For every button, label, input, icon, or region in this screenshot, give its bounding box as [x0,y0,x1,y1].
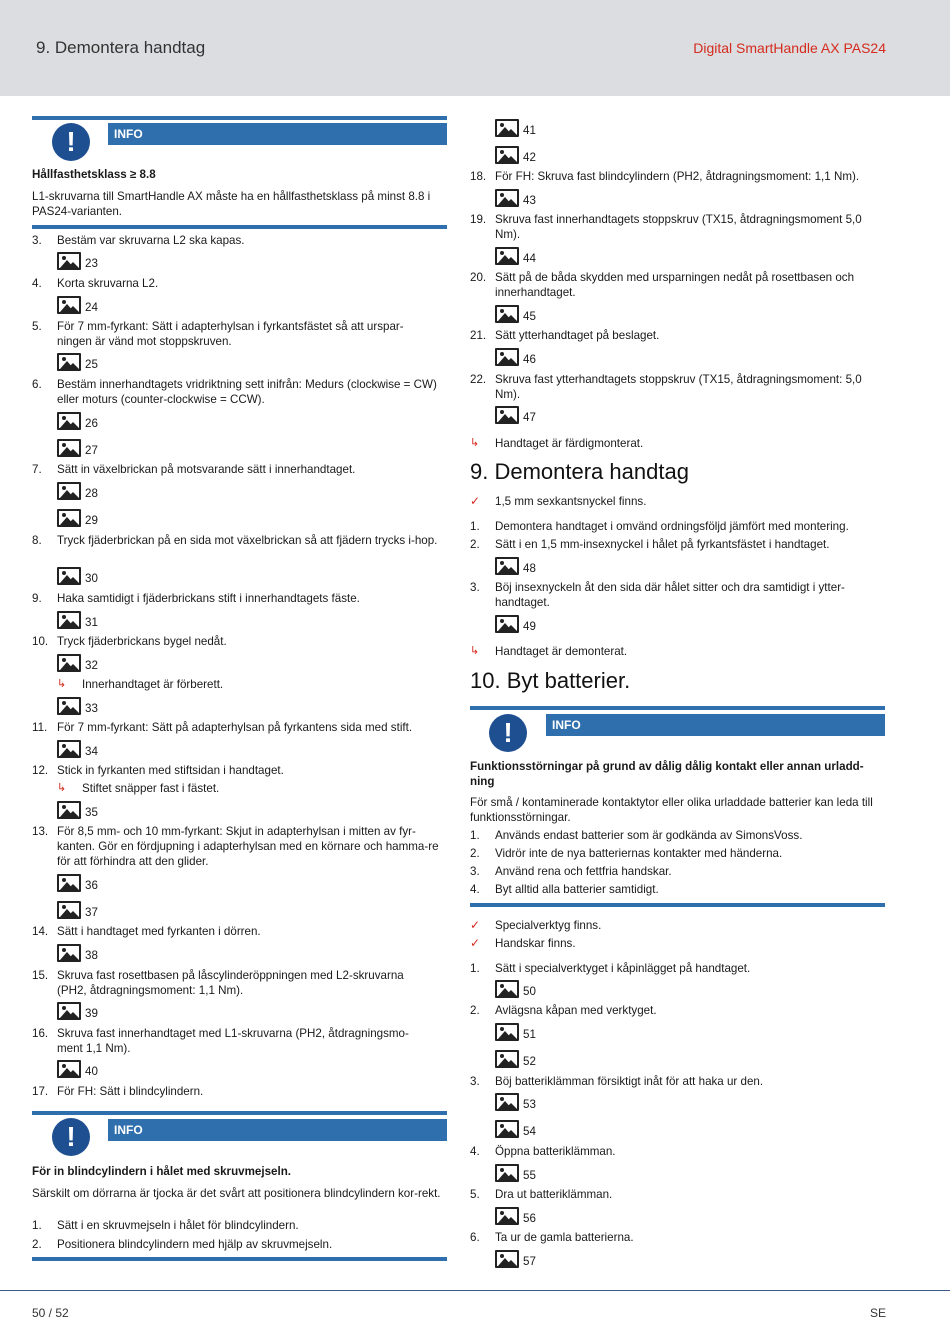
image-placeholder-icon [57,1002,81,1020]
figure-number: 41 [523,124,536,137]
step-number: 10. [32,635,49,648]
checkmark-icon: ✓ [470,918,481,932]
step-text: Ta ur de gamla batterierna. [495,1231,634,1244]
prerequisite-text: Handskar finns. [495,937,576,950]
info-label: INFO [108,1119,447,1141]
image-placeholder-icon [495,305,519,323]
prerequisite-text: Specialverktyg finns. [495,919,602,932]
step-number: 14. [32,925,49,938]
step-number: 16. [32,1027,49,1040]
step-text: Demontera handtaget i omvänd ordningsföljd jämfört med montering. [495,520,849,533]
step-text: Bestäm var skruvarna L2 ska kapas. [57,234,245,247]
step-number: 2. [470,1004,480,1017]
image-placeholder-icon [495,1120,519,1138]
step-number: 4. [470,883,480,896]
figure-number: 51 [523,1028,536,1041]
figure-number: 57 [523,1255,536,1268]
figure-number: 43 [523,194,536,207]
image-placeholder-icon [495,189,519,207]
footer-divider [0,1290,950,1291]
step-number: 22. [470,373,487,386]
image-placeholder-icon [57,901,81,919]
exclamation-circle-icon: ! [52,123,90,161]
prerequisite-text: 1,5 mm sexkantsnyckel finns. [495,495,647,508]
step-text: Skruva fast rosettbasen på låscylinderöppningen med L2-skruvarna (PH2, åtdragningsmoment: 1,1 Nm). [57,969,404,998]
figure-number: 34 [85,745,98,758]
language-code: SE [869,1306,886,1320]
info-text: Särskilt om dörrarna är tjocka är det svårt att positionera blindcylindern kor-rekt. [32,1187,441,1200]
figure-number: 54 [523,1125,536,1138]
header-section-title: 9. Demontera handtag [36,38,206,57]
step-number: 13. [32,825,49,838]
figure-number: 29 [85,514,98,527]
info-text: För små / kontaminerade kontaktytor eller olika urladdade batterier kan leda till funktionsstörningar. [470,796,873,825]
step-text: Korta skruvarna L2. [57,277,159,290]
image-placeholder-icon [57,1060,81,1078]
image-placeholder-icon [57,801,81,819]
page-header [0,0,950,96]
step-number: 3. [470,581,480,594]
figure-number: 48 [523,562,536,575]
image-placeholder-icon [57,412,81,430]
image-placeholder-icon [57,944,81,962]
figure-number: 25 [85,358,98,371]
page-number: 50 / 52 [32,1306,69,1320]
info-title: För in blindcylindern i hålet med skruvmejseln. [32,1165,291,1178]
section-heading: 9. Demontera handtag [470,459,689,484]
figure-number: 37 [85,906,98,919]
figure-number: 39 [85,1007,98,1020]
step-text: Öppna batteriklämman. [495,1145,616,1158]
info-bottom-bar [32,1257,447,1261]
figure-number: 26 [85,417,98,430]
figure-number: 45 [523,310,536,323]
step-text: Sätt i specialverktyget i kåpinlägget på handtaget. [495,962,751,975]
step-number: 1. [470,962,480,975]
figure-number: 32 [85,659,98,672]
info-bottom-bar [470,903,885,907]
step-number: 5. [32,320,42,333]
image-placeholder-icon [57,740,81,758]
result-text: Handtaget är färdigmonterat. [495,437,644,450]
info-title: Funktionsstörningar på grund av dålig dålig kontakt eller annan urladd-ning [470,760,864,789]
result-arrow-icon: ↳ [57,678,67,690]
result-text: Innerhandtaget är förberett. [82,678,224,691]
figure-number: 56 [523,1212,536,1225]
step-text: Tryck fjäderbrickan på en sida mot växelbrickan så att fjädern trycks i-hop. [57,534,438,547]
step-text: Stick in fyrkanten med stiftsidan i handtaget. [57,764,284,777]
step-text: För FH: Sätt i blindcylindern. [57,1085,204,1098]
step-text: Sätt i en skruvmejseln i hålet för blindcylindern. [57,1219,299,1232]
header-product-name: Digital SmartHandle AX PAS24 [693,40,886,56]
image-placeholder-icon [57,697,81,715]
step-text: Haka samtidigt i fjäderbrickans stift i innerhandtagets fäste. [57,592,360,605]
step-number: 6. [32,378,42,391]
step-text: Böj batteriklämman försiktigt inåt för att haka ur den. [495,1075,764,1088]
figure-number: 36 [85,879,98,892]
figure-number: 55 [523,1169,536,1182]
image-placeholder-icon [57,874,81,892]
image-placeholder-icon [495,557,519,575]
step-number: 2. [32,1238,42,1251]
figure-number: 35 [85,806,98,819]
step-text: Sätt på de båda skydden med ursparningen nedåt på rosettbasen och innerhandtaget. [495,271,855,300]
figure-number: 33 [85,702,98,715]
image-placeholder-icon [495,1250,519,1268]
info-top-bar [32,1111,447,1115]
step-number: 18. [470,170,487,183]
step-number: 11. [32,721,48,734]
exclamation-circle-icon: ! [489,714,527,752]
result-arrow-icon: ↳ [470,437,480,449]
figure-number: 40 [85,1065,98,1078]
image-placeholder-icon [495,615,519,633]
info-bottom-bar [32,225,447,229]
step-number: 3. [470,1075,480,1088]
checkmark-icon: ✓ [470,494,481,508]
figure-number: 23 [85,257,98,270]
step-number: 15. [32,969,49,982]
image-placeholder-icon [57,654,81,672]
image-placeholder-icon [495,146,519,164]
step-text: Skruva fast innerhandtaget med L1-skruvarna (PH2, åtdragningsmo-ment 1,1 Nm). [57,1027,409,1056]
info-text: L1-skruvarna till SmartHandle AX måste ha en hållfasthetsklass på minst 8.8 i PAS24-varianten. [32,190,431,219]
step-text: För 7 mm-fyrkant: Sätt på adapterhylsan på fyrkantens sida med stift. [57,721,413,734]
step-text: Vidrör inte de nya batteriernas kontakter med händerna. [495,847,783,860]
image-placeholder-icon [495,406,519,424]
step-text: Byt alltid alla batterier samtidigt. [495,883,659,896]
step-text: Använd rena och fettfria handskar. [495,865,672,878]
step-number: 17. [32,1085,49,1098]
figure-number: 53 [523,1098,536,1111]
step-number: 19. [470,213,487,226]
step-text: För 7 mm-fyrkant: Sätt i adapterhylsan i fyrkantsfästet så att urspar-ningen är vänd mot stoppskruven. [57,320,404,349]
figure-number: 49 [523,620,536,633]
image-placeholder-icon [57,296,81,314]
step-text: Avlägsna kåpan med verktyget. [495,1004,657,1017]
image-placeholder-icon [495,1093,519,1111]
step-text: För FH: Skruva fast blindcylindern (PH2, åtdragningsmoment: 1,1 Nm). [495,170,860,183]
step-text: Sätt i en 1,5 mm-insexnyckel i hålet på fyrkantsfästet i handtaget. [495,538,830,551]
step-number: 4. [32,277,42,290]
image-placeholder-icon [57,611,81,629]
figure-number: 46 [523,353,536,366]
figure-number: 38 [85,949,98,962]
step-number: 3. [470,865,480,878]
result-arrow-icon: ↳ [57,782,67,794]
exclamation-circle-icon: ! [52,1118,90,1156]
step-text: Används endast batterier som är godkända av SimonsVoss. [495,829,803,842]
figure-number: 30 [85,572,98,585]
result-arrow-icon: ↳ [470,645,480,657]
figure-number: 47 [523,411,536,424]
step-text: Böj insexnyckeln åt den sida där hålet sitter och dra samtidigt i ytter-handtaget. [495,581,845,610]
step-number: 12. [32,764,49,777]
step-number: 2. [470,847,480,860]
step-text: Skruva fast ytterhandtagets stoppskruv (TX15, åtdragningsmoment: 5,0 Nm). [495,373,862,402]
result-text: Stiftet snäpper fast i fästet. [82,782,220,795]
checkmark-icon: ✓ [470,936,481,950]
step-number: 6. [470,1231,480,1244]
figure-number: 31 [85,616,98,629]
image-placeholder-icon [495,1050,519,1068]
step-text: Tryck fjäderbrickans bygel nedåt. [57,635,227,648]
info-top-bar [32,116,447,120]
step-number: 21. [470,329,487,342]
figure-number: 27 [85,444,98,457]
step-text: Dra ut batteriklämman. [495,1188,613,1201]
figure-number: 52 [523,1055,536,1068]
image-placeholder-icon [495,119,519,137]
step-number: 1. [470,520,480,533]
step-text: Skruva fast innerhandtagets stoppskruv (TX15, åtdragningsmoment 5,0 Nm). [495,213,862,242]
info-top-bar [470,706,885,710]
info-title: Hållfasthetsklass ≥ 8.8 [32,168,156,181]
result-text: Handtaget är demonterat. [495,645,628,658]
image-placeholder-icon [495,247,519,265]
step-text: Sätt in växelbrickan på motsvarande sätt i innerhandtaget. [57,463,356,476]
info-label: INFO [108,123,447,145]
step-number: 7. [32,463,42,476]
step-number: 8. [32,534,42,547]
figure-number: 42 [523,151,536,164]
image-placeholder-icon [57,567,81,585]
step-text: Sätt i handtaget med fyrkanten i dörren. [57,925,261,938]
figure-number: 28 [85,487,98,500]
step-number: 1. [470,829,480,842]
step-number: 5. [470,1188,480,1201]
figure-number: 44 [523,252,536,265]
step-number: 9. [32,592,42,605]
image-placeholder-icon [495,1164,519,1182]
step-number: 2. [470,538,480,551]
image-placeholder-icon [495,980,519,998]
step-text: Positionera blindcylindern med hjälp av skruvmejseln. [57,1238,333,1251]
figure-number: 24 [85,301,98,314]
image-placeholder-icon [495,1023,519,1041]
section-heading: 10. Byt batterier. [470,668,631,693]
step-number: 1. [32,1219,42,1232]
step-number: 4. [470,1145,480,1158]
image-placeholder-icon [495,348,519,366]
image-placeholder-icon [495,1207,519,1225]
info-label: INFO [546,714,885,736]
image-placeholder-icon [57,482,81,500]
figure-number: 50 [523,985,536,998]
image-placeholder-icon [57,509,81,527]
image-placeholder-icon [57,353,81,371]
image-placeholder-icon [57,439,81,457]
step-text: Bestäm innerhandtagets vridriktning sett inifrån: Medurs (clockwise = CW) eller moturs (counter-clockwise = CCW). [57,378,437,407]
step-text: För 8,5 mm- och 10 mm-fyrkant: Skjut in adapterhylsan i mitten av fyr-kanten. Gör en fördjupning i adapterhylsan med en körnare och hamma-re för att förhindra att den glider. [57,825,439,869]
step-number: 20. [470,271,487,284]
image-placeholder-icon [57,252,81,270]
step-number: 3. [32,234,42,247]
step-text: Sätt ytterhandtaget på beslaget. [495,329,660,342]
